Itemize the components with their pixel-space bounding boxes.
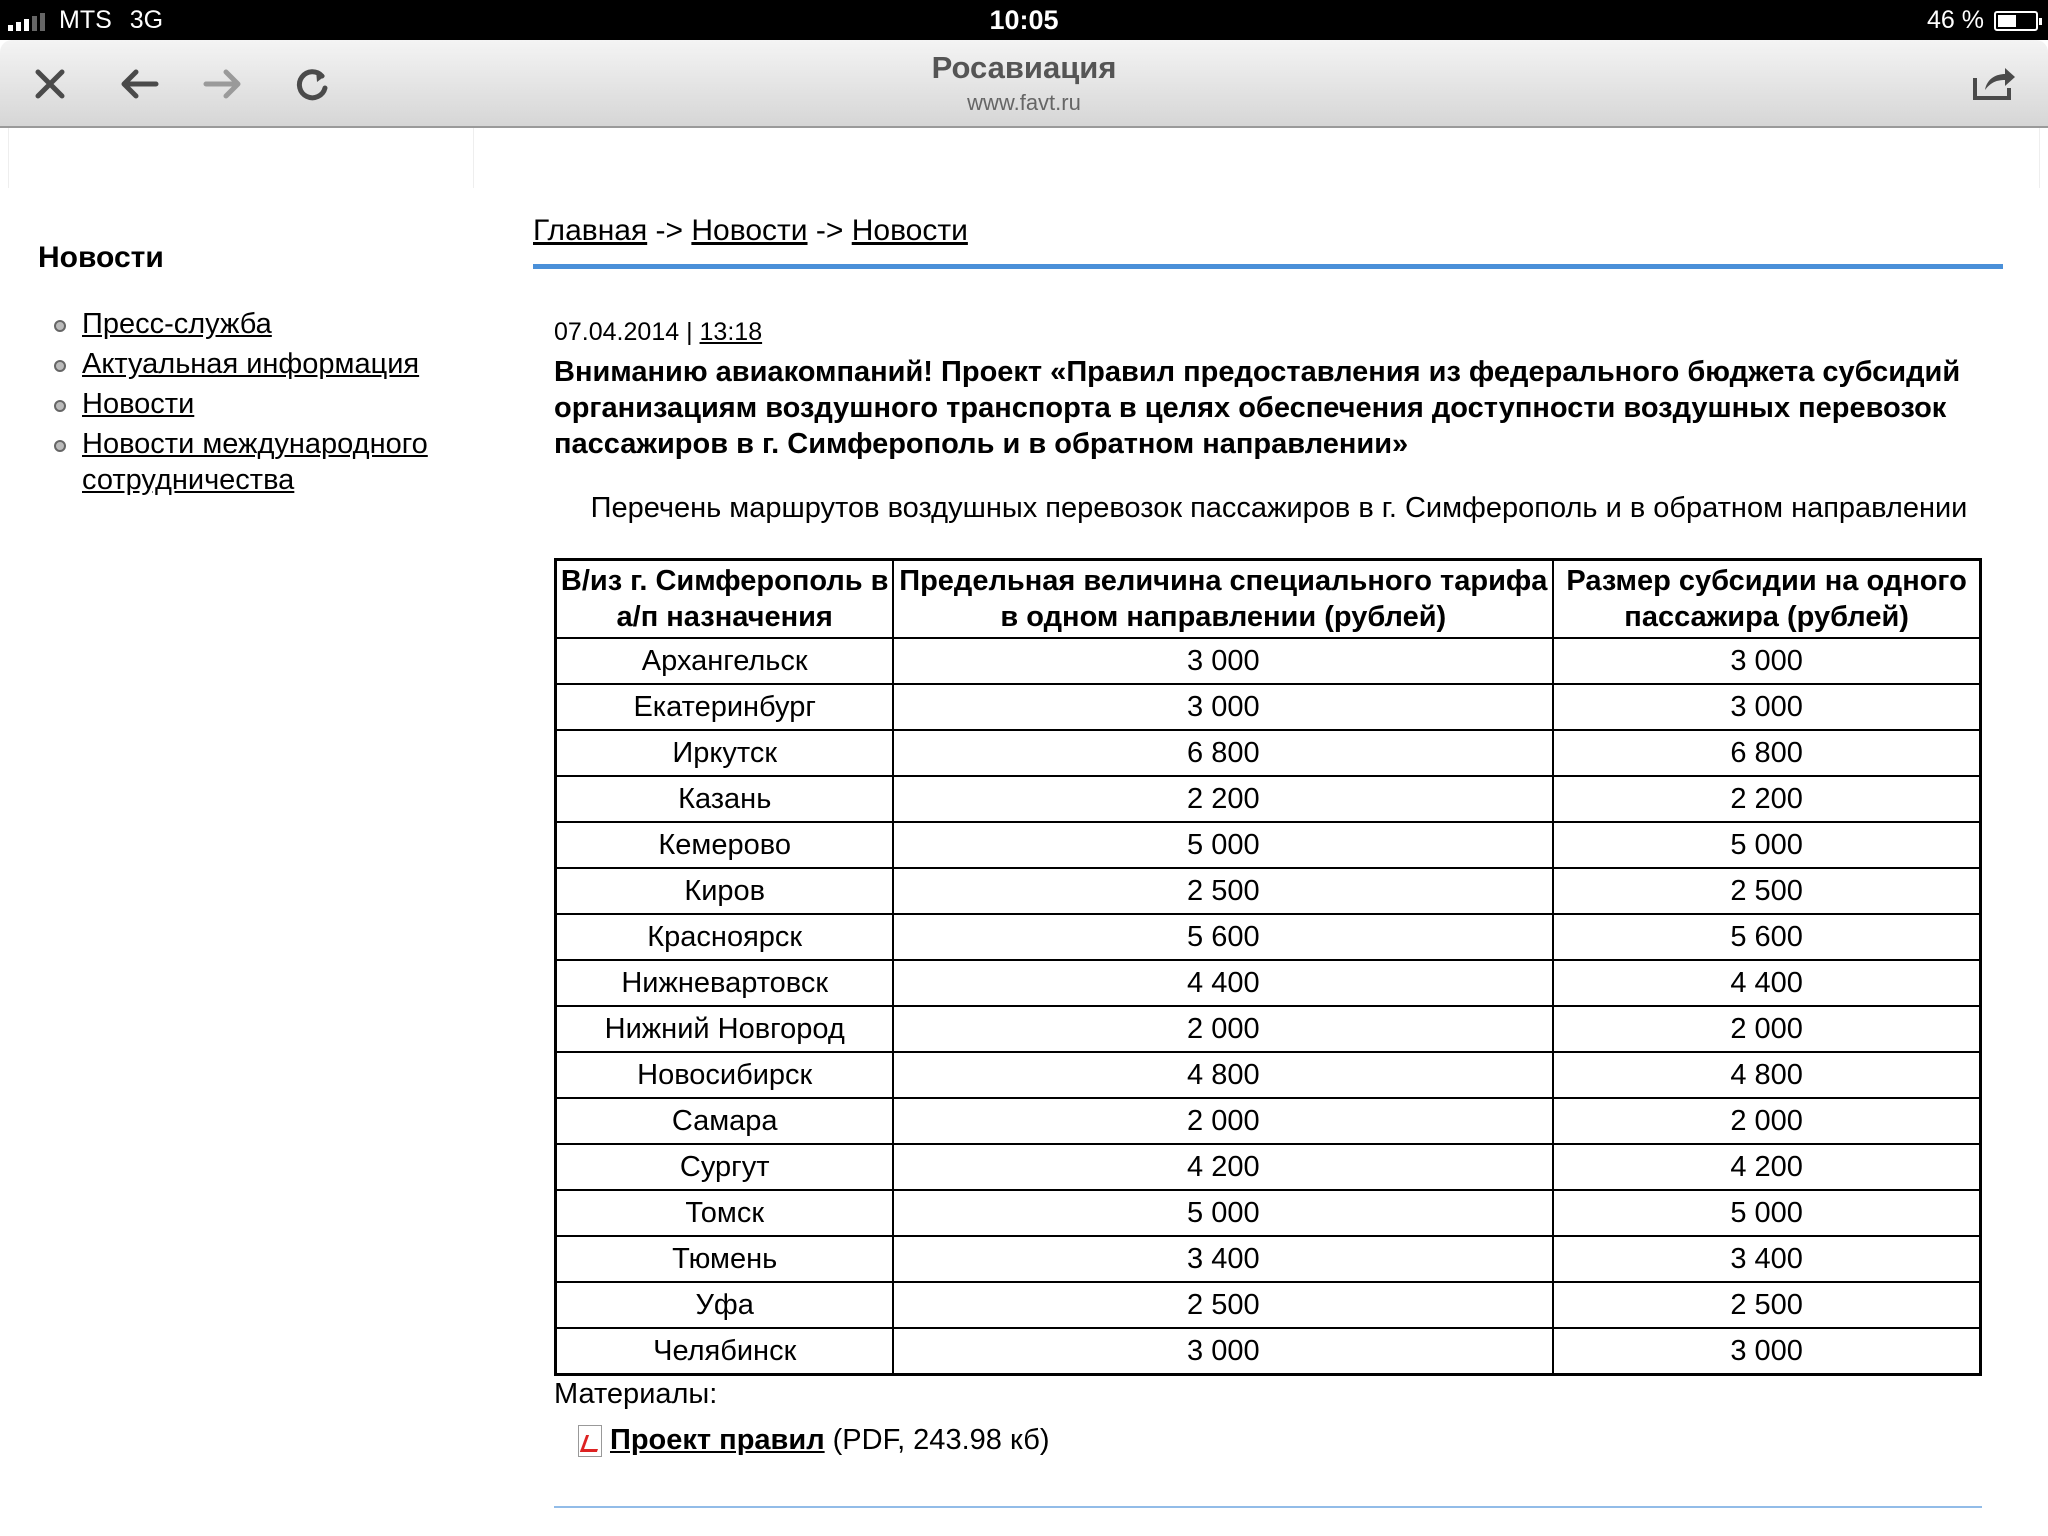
table-row bbox=[556, 1236, 1981, 1282]
cell-fare: 2 500 bbox=[893, 1282, 1553, 1328]
breadcrumb-divider bbox=[533, 264, 2003, 269]
cell-subsidy: 5 000 bbox=[1553, 822, 1980, 868]
cell-fare: 6 800 bbox=[893, 730, 1553, 776]
battery-icon bbox=[1994, 11, 2038, 31]
meta-separator: | bbox=[686, 318, 693, 346]
table-row bbox=[556, 960, 1981, 1006]
cell-subsidy: 2 500 bbox=[1553, 1282, 1980, 1328]
cell-subsidy: 2 200 bbox=[1553, 776, 1980, 822]
cell-city: Казань bbox=[556, 776, 894, 822]
column-header-subsidy: Размер субсидии на одного пассажира (рублей) bbox=[1553, 560, 1980, 639]
column-header-fare: Предельная величина специального тарифа в одном направлении (рублей) bbox=[893, 560, 1553, 639]
browser-toolbar bbox=[0, 40, 2048, 128]
sidebar-item-news bbox=[54, 386, 494, 422]
table-row bbox=[556, 684, 1981, 730]
breadcrumb-news[interactable]: Новости bbox=[691, 214, 808, 247]
clock: 10:05 bbox=[989, 5, 1059, 35]
sidebar-link-actual[interactable]: Актуальная информация bbox=[82, 348, 420, 380]
cell-fare: 3 400 bbox=[893, 1236, 1553, 1282]
sidebar-title: Новости bbox=[38, 241, 164, 274]
cell-city: Томск bbox=[556, 1190, 894, 1236]
materials-label: Материалы: bbox=[554, 1378, 718, 1410]
article-time[interactable]: 13:18 bbox=[699, 318, 763, 346]
breadcrumb bbox=[533, 214, 968, 248]
cell-subsidy: 4 400 bbox=[1553, 960, 1980, 1006]
routes-table bbox=[554, 558, 1982, 1376]
cell-fare: 5 000 bbox=[893, 1190, 1553, 1236]
header-strip bbox=[8, 128, 2040, 188]
table-body bbox=[556, 638, 1981, 1375]
pdf-icon bbox=[578, 1425, 602, 1457]
cell-city: Новосибирск bbox=[556, 1052, 894, 1098]
table-row bbox=[556, 776, 1981, 822]
cell-city: Красноярск bbox=[556, 914, 894, 960]
sidebar-link-press[interactable]: Пресс-служба bbox=[82, 308, 272, 340]
cell-fare: 5 000 bbox=[893, 822, 1553, 868]
cell-fare: 4 200 bbox=[893, 1144, 1553, 1190]
article-headline: Вниманию авиакомпаний! Проект «Правил предоставления из федерального бюджета субсидий организациям воздушного транспорта в целях обеспечения доступности воздушных перевозок пассажиров в г. Симферополь и в обратном направлении» bbox=[554, 356, 1961, 460]
breadcrumb-news-current[interactable]: Новости bbox=[851, 214, 968, 247]
cell-subsidy: 5 000 bbox=[1553, 1190, 1980, 1236]
status-right bbox=[1927, 6, 2038, 35]
cell-subsidy: 4 200 bbox=[1553, 1144, 1980, 1190]
table-row bbox=[556, 1144, 1981, 1190]
cell-fare: 2 200 bbox=[893, 776, 1553, 822]
network-label: 3G bbox=[129, 6, 164, 34]
cell-subsidy: 3 000 bbox=[1553, 1328, 1980, 1375]
attachment bbox=[578, 1424, 1050, 1457]
cell-city: Екатеринбург bbox=[556, 684, 894, 730]
column-header-destination: В/из г. Симферополь в а/п назначения bbox=[556, 560, 894, 639]
cell-city: Самара bbox=[556, 1098, 894, 1144]
sidebar-item-intl-news bbox=[54, 426, 494, 498]
table-row bbox=[556, 1190, 1981, 1236]
article-date: 07.04.2014 bbox=[554, 318, 680, 346]
carrier-label: MTS bbox=[59, 6, 112, 34]
sidebar-item-actual bbox=[54, 346, 494, 382]
cell-fare: 4 800 bbox=[893, 1052, 1553, 1098]
table-row bbox=[556, 1006, 1981, 1052]
content-divider bbox=[554, 1506, 1982, 1508]
page-title: Росавиация bbox=[931, 50, 1117, 85]
breadcrumb-separator: -> bbox=[815, 214, 844, 247]
cell-subsidy: 6 800 bbox=[1553, 730, 1980, 776]
table-header-row bbox=[556, 560, 1981, 639]
web-page bbox=[0, 128, 2048, 1536]
cell-subsidy: 5 600 bbox=[1553, 914, 1980, 960]
cell-city: Иркутск bbox=[556, 730, 894, 776]
table-row bbox=[556, 1098, 1981, 1144]
table-row bbox=[556, 1328, 1981, 1375]
breadcrumb-separator: -> bbox=[655, 214, 684, 247]
cell-subsidy: 4 800 bbox=[1553, 1052, 1980, 1098]
cell-subsidy: 2 500 bbox=[1553, 868, 1980, 914]
cell-fare: 3 000 bbox=[893, 1328, 1553, 1375]
sidebar-link-intl-news[interactable]: Новости международного сотрудничества bbox=[82, 428, 428, 496]
cell-city: Уфа bbox=[556, 1282, 894, 1328]
attachment-details: (PDF, 243.98 кб) bbox=[832, 1424, 1050, 1456]
cell-city: Сургут bbox=[556, 1144, 894, 1190]
table-row bbox=[556, 730, 1981, 776]
status-bar bbox=[0, 0, 2048, 40]
cell-subsidy: 2 000 bbox=[1553, 1098, 1980, 1144]
cell-subsidy: 2 000 bbox=[1553, 1006, 1980, 1052]
sidebar-link-news[interactable]: Новости bbox=[82, 388, 195, 420]
cell-city: Киров bbox=[556, 868, 894, 914]
share-icon[interactable] bbox=[1964, 60, 2024, 108]
cell-fare: 3 000 bbox=[893, 638, 1553, 684]
cell-city: Нижневартовск bbox=[556, 960, 894, 1006]
table-row bbox=[556, 822, 1981, 868]
url-field[interactable]: www.favt.ru bbox=[967, 90, 1081, 115]
breadcrumb-home[interactable]: Главная bbox=[533, 214, 648, 247]
cell-city: Кемерово bbox=[556, 822, 894, 868]
article-meta bbox=[554, 318, 762, 347]
attachment-link[interactable]: Проект правил bbox=[610, 1424, 825, 1456]
table-row bbox=[556, 1282, 1981, 1328]
cell-fare: 2 000 bbox=[893, 1098, 1553, 1144]
table-row bbox=[556, 638, 1981, 684]
cell-fare: 3 000 bbox=[893, 684, 1553, 730]
table-caption: Перечень маршрутов воздушных перевозок пассажиров в г. Симферополь и в обратном направлении bbox=[590, 492, 1968, 524]
table-row bbox=[556, 1052, 1981, 1098]
cell-fare: 2 500 bbox=[893, 868, 1553, 914]
cell-subsidy: 3 000 bbox=[1553, 684, 1980, 730]
cell-city: Челябинск bbox=[556, 1328, 894, 1375]
cell-subsidy: 3 000 bbox=[1553, 638, 1980, 684]
cell-city: Нижний Новгород bbox=[556, 1006, 894, 1052]
table-row bbox=[556, 868, 1981, 914]
table-row bbox=[556, 914, 1981, 960]
sidebar-menu bbox=[54, 306, 494, 502]
cell-city: Архангельск bbox=[556, 638, 894, 684]
cell-fare: 2 000 bbox=[893, 1006, 1553, 1052]
battery-percent: 46 % bbox=[1927, 6, 1984, 34]
cell-subsidy: 3 400 bbox=[1553, 1236, 1980, 1282]
sidebar-item-press bbox=[54, 306, 494, 342]
cell-fare: 5 600 bbox=[893, 914, 1553, 960]
cell-fare: 4 400 bbox=[893, 960, 1553, 1006]
cell-city: Тюмень bbox=[556, 1236, 894, 1282]
